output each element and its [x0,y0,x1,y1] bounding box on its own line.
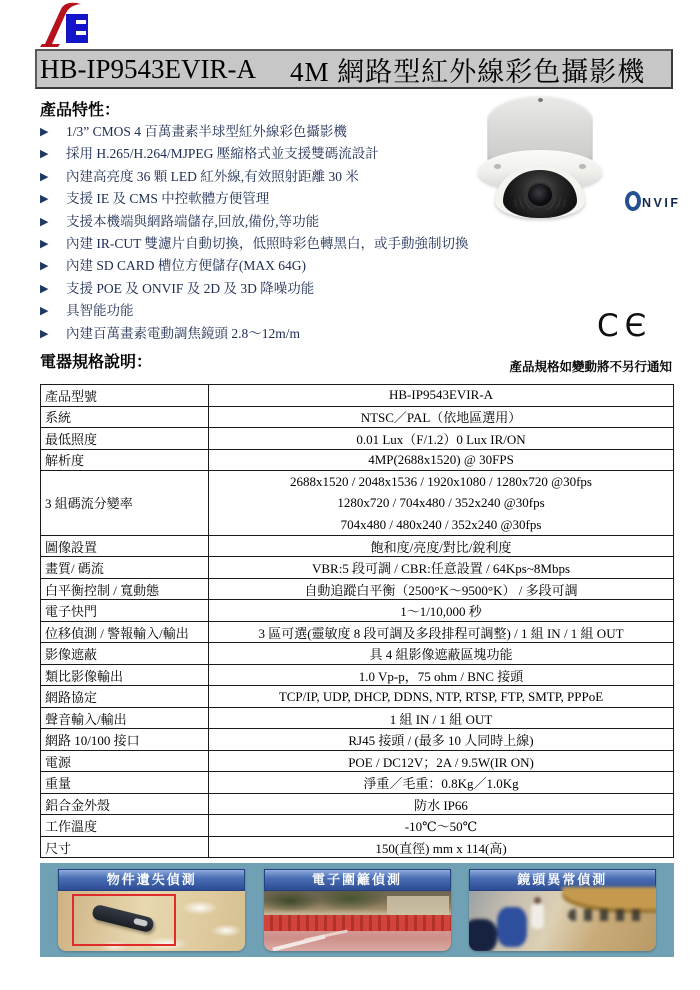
detection-red-box [72,894,176,946]
detection-panel-lens-abnormal [469,869,656,951]
table-row [41,750,674,772]
spec-value: RJ45 接頭 / (最多 10 人同時上線) [209,729,674,751]
feature-item [40,189,470,211]
feature-item [40,212,470,234]
spec-label: 工作溫度 [41,815,209,837]
feature-text: 1/3” CMOS 4 百萬畫素半球型紅外線彩色攝影機 [66,124,347,139]
table-row [41,578,674,600]
spec-value: 4MP(2688x1520) @ 30FPS [209,449,674,471]
feature-item [40,301,470,323]
onvif-o-ring-icon [625,191,641,211]
electronic-fence-demo-image [264,891,451,951]
feature-item [40,234,470,256]
table-row [41,557,674,579]
logo-blue-b-icon [66,14,88,43]
spec-label: 位移偵測 / 警報輸入/輸出 [41,621,209,643]
spec-label: 重量 [41,772,209,794]
spec-value: NTSC／PAL（依地區選用） [209,406,674,428]
lens-abnormal-demo-image [469,891,656,951]
spec-value: 淨重／毛重：0.8Kg／1.0Kg [209,772,674,794]
object-loss-demo-image [58,891,245,951]
spec-value: 150(直徑) mm x 114(高) [209,836,674,858]
bullet-triangle-icon: ▶ [40,282,49,295]
feature-text: 內建 IR-CUT 雙濾片自動切換，低照時彩色轉黑白，或手動強制切換 [66,235,469,251]
spec-label: 電源 [41,750,209,772]
feature-text: 支援 POE 及 ONVIF 及 2D 及 3D 降噪功能 [66,280,315,296]
bullet-triangle-icon: ▶ [40,260,49,273]
spec-label: 解析度 [41,449,209,471]
feature-text: 支援 IE 及 CMS 中控軟體方便管理 [66,191,270,207]
onvif-logo [625,191,680,211]
table-row [41,535,674,557]
spec-value: 1.0 Vp-p，75 ohm / BNC 接頭 [209,664,674,686]
bullet-triangle-icon: ▶ [40,170,49,183]
table-row [41,621,674,643]
bullet-triangle-icon: ▶ [40,193,49,206]
bullet-triangle-icon: ▶ [40,237,49,250]
features-heading: 產品特性： [40,102,121,119]
spec-value: TCP/IP, UDP, DHCP, DDNS, NTP, RTSP, FTP, SMTP, PPPoE [209,686,674,708]
blue-kiosk-shape [497,907,527,947]
feature-text: 內建高亮度 36 顆 LED 紅外線,有效照射距離 30 米 [66,168,359,184]
spec-label: 電子快門 [41,600,209,622]
spec-label: 3 組碼流分變率 [41,471,209,536]
table-row [41,729,674,751]
table-row [41,836,674,858]
spec-label: 類比影像輸出 [41,664,209,686]
panel-title: 電子圍籬偵測 [264,869,451,891]
spec-label: 產品型號 [41,385,209,407]
blurred-scene [469,891,656,951]
table-row [41,664,674,686]
camera-lens [526,182,554,208]
product-photo-dome-camera [476,88,604,220]
table-row [41,471,674,536]
table-row [41,793,674,815]
spec-label: 畫質/ 碼流 [41,557,209,579]
spec-value: 防水 IP66 [209,793,674,815]
spec-label: 系統 [41,406,209,428]
spec-label: 鋁合金外殼 [41,793,209,815]
spec-label: 圖像設置 [41,535,209,557]
stream-resolution-line: 704x480 / 480x240 / 352x240 @30fps [340,516,542,532]
spec-label: 最低照度 [41,428,209,450]
table-row [41,643,674,665]
brand-logo [38,2,98,48]
spec-value: 0.01 Lux（F/1.2）0 Lux IR/ON [209,428,674,450]
spec-value: 飽和度/亮度/對比/銳利度 [209,535,674,557]
stream-resolution-line: 1280x720 / 704x480 / 352x240 @30fps [337,495,545,511]
feature-item [40,122,470,144]
stream-resolution-line: 2688x1520 / 2048x1536 / 1920x1080 / 1280x720 @30fps [290,474,592,489]
spec-label: 影像遮蔽 [41,643,209,665]
feature-text: 內建百萬畫素電動調焦鏡頭 2.8～12m/m [66,325,301,341]
bullet-triangle-icon: ▶ [40,305,49,318]
table-row [41,707,674,729]
table-row [41,686,674,708]
feature-item [40,144,470,166]
product-name: 4M 網路型紅外線彩色攝影機 [290,56,646,87]
panel-title: 鏡頭異常偵測 [469,869,656,891]
feature-item [40,256,470,278]
table-row [41,815,674,837]
detection-demo-strip [40,863,674,957]
camera-top-dot [538,98,543,102]
spec-value: -10℃～50℃ [209,815,674,837]
table-row [41,406,674,428]
spec-change-notice: 產品規格如變動將不另行通知 [509,360,672,374]
panel-title: 物件遺失偵測 [58,869,245,891]
feature-item [40,324,470,346]
spec-value: 自動追蹤白平衡（2500°K～9500°K） / 多段可調 [209,578,674,600]
feature-text: 支援本機端與網路端儲存,回放,備份,等功能 [66,213,320,229]
feature-text: 內建 SD CARD 槽位方便儲存(MAX 64G) [66,258,307,274]
spec-value: 1 組 IN / 1 組 OUT [209,707,674,729]
spec-label: 網路協定 [41,686,209,708]
spec-value: VBR:5 段可調 / CBR:任意設置 / 64Kps~8Mbps [209,557,674,579]
feature-text: 具智能功能 [66,303,134,319]
features-list [40,122,470,346]
person-shape [531,903,544,929]
feature-item [40,167,470,189]
spec-table [40,384,674,858]
bullet-triangle-icon: ▶ [40,215,49,228]
spec-label: 白平衡控制 / 寬動態 [41,578,209,600]
bullet-triangle-icon: ▶ [40,148,49,161]
red-fence-overlay [264,915,451,931]
feature-text: 採用 H.265/H.264/MJPEG 壓縮格式並支援雙碼流設計 [66,146,379,162]
table-row [41,449,674,471]
product-model: HB-IP9543EVIR-A [40,53,256,84]
table-row [41,772,674,794]
page-title [35,49,673,89]
road-marking [304,929,348,941]
spec-value: 具 4 組影像遮蔽區塊功能 [209,643,674,665]
spec-value: 1～1/10,000 秒 [209,600,674,622]
spec-label: 網路 10/100 接口 [41,729,209,751]
detection-panel-electronic-fence [264,869,451,951]
camera-screw [579,164,586,169]
spec-label: 聲音輸入/輸出 [41,707,209,729]
chairs-shape [568,909,648,921]
feature-item [40,279,470,301]
spec-value: 3 區可選(靈敏度 8 段可調及多段排程可調整) / 1 組 IN / 1 組 OUT [209,621,674,643]
spec-value: HB-IP9543EVIR-A [209,385,674,407]
dark-shape [469,919,497,951]
table-row [41,385,674,407]
onvif-logo-text: NVIF [642,196,681,210]
spec-value [209,471,674,536]
detection-panel-object-loss [58,869,245,951]
spec-value: POE / DC12V；2A / 9.5W(IR ON) [209,750,674,772]
spec-section-heading: 電器規格說明： [40,354,153,371]
table-row [41,428,674,450]
ce-mark: CЄ [597,308,653,344]
spec-label: 尺寸 [41,836,209,858]
camera-screw [494,164,501,169]
table-row [41,600,674,622]
bullet-triangle-icon: ▶ [40,126,49,138]
bullet-triangle-icon: ▶ [40,327,49,340]
